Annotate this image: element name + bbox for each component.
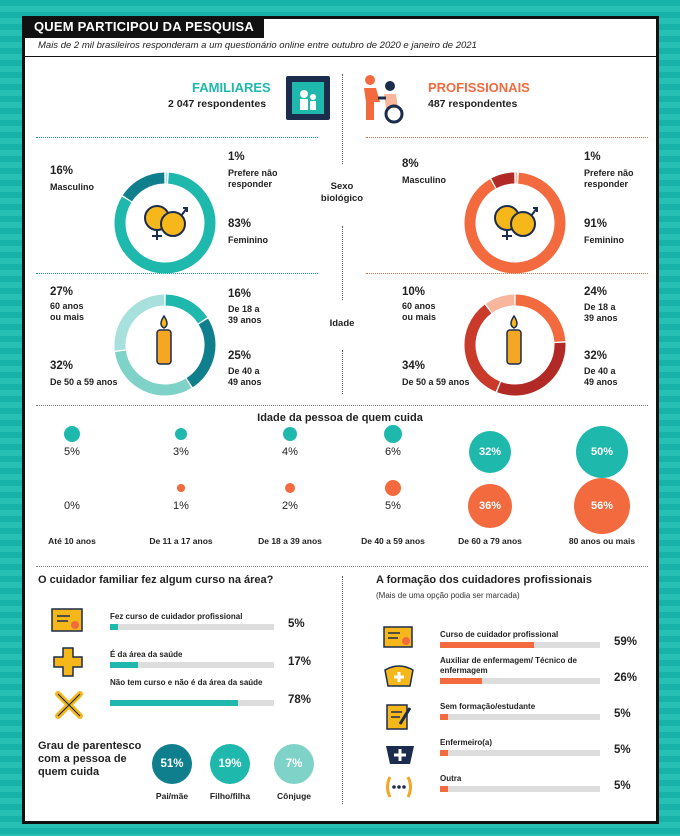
separator	[366, 137, 648, 138]
form-pencil-icon	[384, 702, 414, 732]
certificate-icon	[50, 605, 86, 635]
vertical-divider-mid	[342, 226, 343, 300]
page-title: QUEM PARTICIPOU DA PESQUISA	[24, 16, 264, 38]
donut-slice	[494, 178, 514, 183]
data-label: 34%	[402, 360, 426, 372]
bar-track	[440, 750, 600, 756]
bar-fill	[110, 700, 238, 706]
bar-fill	[110, 624, 118, 630]
candle-icon	[150, 314, 180, 370]
data-label: 25%	[228, 350, 252, 362]
parentesco-bubble: 19%	[210, 744, 250, 784]
section-title-parentesco: Grau de parentesco com a pessoa de quem cuida	[38, 740, 142, 778]
bar-fill	[440, 750, 448, 756]
data-label: 5%	[614, 780, 631, 792]
candle-icon	[500, 314, 530, 370]
data-label: 5%	[288, 618, 305, 630]
legend-label: De 40 a 49 anos	[228, 366, 262, 387]
gender-symbols-icon	[485, 192, 545, 252]
section-label-idade: Idade	[329, 318, 355, 329]
legend-label: De 50 a 59 anos	[402, 377, 470, 387]
bar-track	[440, 714, 600, 720]
data-label: 6%	[385, 446, 401, 458]
legend-label: De 18 a 39 anos	[228, 304, 262, 325]
parentesco-bubble: 51%	[152, 744, 192, 784]
certificate-icon	[382, 623, 416, 651]
health-cross-icon	[52, 646, 84, 678]
section-subtitle-formacao: (Mais de uma opção podia ser marcada)	[376, 591, 520, 600]
familiares-respondents: 2 047 respondentes	[168, 98, 267, 110]
separator	[36, 137, 318, 138]
legend-label: De 50 a 59 anos	[50, 377, 118, 387]
header-divider	[24, 56, 656, 57]
bubble-mark	[177, 484, 184, 491]
bar-fill	[440, 786, 448, 792]
nurse-cap-icon	[382, 662, 416, 690]
bar-label: Não tem curso e não é da área da saúde	[110, 678, 263, 687]
bar-label: Fez curso de cuidador profissional	[110, 612, 243, 621]
category-label: De 60 a 79 anos	[458, 536, 522, 546]
gender-symbols-icon	[135, 192, 195, 252]
nurse-badge-icon	[384, 740, 416, 766]
legend-label: 60 anos ou mais	[402, 301, 437, 322]
section-label-sexo: Sexo biológico	[320, 181, 364, 204]
category-label: De 18 a 39 anos	[258, 536, 322, 546]
donut-slice	[190, 321, 210, 382]
separator	[36, 405, 648, 406]
data-label: 3%	[173, 446, 189, 458]
data-label: 26%	[614, 672, 638, 684]
data-label: 78%	[288, 694, 312, 706]
bar-track	[110, 700, 274, 706]
legend-label: Prefere não responder	[584, 168, 634, 189]
bubble-mark: 36%	[468, 484, 513, 529]
category-label: Até 10 anos	[48, 536, 96, 546]
bar-fill	[440, 714, 448, 720]
bar-fill	[440, 642, 534, 648]
legend-label: De 40 a 49 anos	[584, 366, 618, 387]
donut-slice	[489, 300, 514, 308]
category-label: 80 anos ou mais	[568, 536, 636, 546]
data-label: 2%	[282, 500, 298, 512]
bar-track	[440, 642, 600, 648]
category-label: Pai/mãe	[155, 791, 189, 801]
vertical-divider-top	[342, 74, 343, 164]
data-label: 59%	[614, 636, 638, 648]
bar-label: Auxiliar de enfermagem/ Técnico de enfermagem	[440, 656, 577, 675]
data-label: 0%	[64, 500, 80, 512]
caregiver-wheelchair-icon	[358, 72, 410, 124]
data-label: 24%	[584, 286, 608, 298]
bar-track	[440, 678, 600, 684]
page-subtitle: Mais de 2 mil brasileiros responderam a um questionário online entre outubro de 2020 e janeiro de 2021	[38, 40, 477, 51]
legend-label: Feminino	[584, 235, 624, 245]
family-photo-icon	[284, 74, 332, 122]
data-label: 5%	[614, 744, 631, 756]
legend-label: Masculino	[50, 182, 95, 192]
section-title-idade-cuida: Idade da pessoa de quem cuida	[257, 412, 423, 424]
data-label: 1%	[173, 500, 189, 512]
data-label: 5%	[614, 708, 631, 720]
vertical-divider-low	[342, 350, 343, 394]
data-label: 5%	[385, 500, 401, 512]
separator	[36, 566, 648, 567]
bubble-mark: 56%	[574, 478, 630, 534]
donut-slice	[470, 309, 498, 387]
bubble-mark: 32%	[469, 431, 511, 473]
category-label: Filho/filha	[209, 791, 251, 801]
other-dots-icon	[384, 774, 414, 800]
legend-label: Masculino	[402, 175, 447, 185]
legend-label: Prefere não responder	[228, 168, 278, 189]
bar-fill	[110, 662, 138, 668]
bar-label: Outra	[440, 774, 462, 783]
data-label: 1%	[228, 151, 245, 163]
data-label: 4%	[282, 446, 298, 458]
bar-track	[440, 786, 600, 792]
data-label: 10%	[402, 286, 426, 298]
bar-label: Enfermeiro(a)	[440, 738, 493, 747]
bar-label: É da área da saúde	[110, 650, 183, 659]
data-label: 16%	[50, 165, 74, 177]
x-mark-icon	[54, 690, 84, 720]
category-label: De 40 a 59 anos	[361, 536, 425, 546]
familiares-title: FAMILIARES	[192, 80, 271, 95]
profissionais-respondents: 487 respondentes	[428, 98, 518, 110]
data-label: 91%	[584, 218, 608, 230]
data-label: 8%	[402, 158, 419, 170]
section-title-curso: O cuidador familiar fez algum curso na área?	[38, 574, 274, 586]
data-label: 32%	[584, 350, 608, 362]
data-label: 17%	[288, 656, 312, 668]
bar-label: Curso de cuidador profissional	[440, 630, 559, 639]
legend-label: 60 anos ou mais	[50, 301, 85, 322]
legend-label: Feminino	[228, 235, 268, 245]
bar-track	[110, 662, 274, 668]
category-label: Cônjuge	[277, 791, 311, 801]
category-label: De 11 a 17 anos	[149, 536, 213, 546]
data-label: 5%	[64, 446, 80, 458]
section-title-formacao: A formação dos cuidadores profissionais	[376, 574, 592, 586]
profissionais-title: PROFISSIONAIS	[428, 80, 530, 95]
data-label: 32%	[50, 360, 74, 372]
data-label: 27%	[50, 286, 74, 298]
data-label: 16%	[228, 288, 252, 300]
bubble-mark: 50%	[576, 426, 629, 479]
data-label: 83%	[228, 218, 252, 230]
legend-label: De 18 a 39 anos	[584, 302, 618, 323]
bar-label: Sem formação/estudante	[440, 702, 536, 711]
data-label: 1%	[584, 151, 601, 163]
vertical-divider-bottom	[342, 576, 343, 804]
bar-fill	[440, 678, 482, 684]
bar-track	[110, 624, 274, 630]
parentesco-bubble: 7%	[274, 744, 314, 784]
